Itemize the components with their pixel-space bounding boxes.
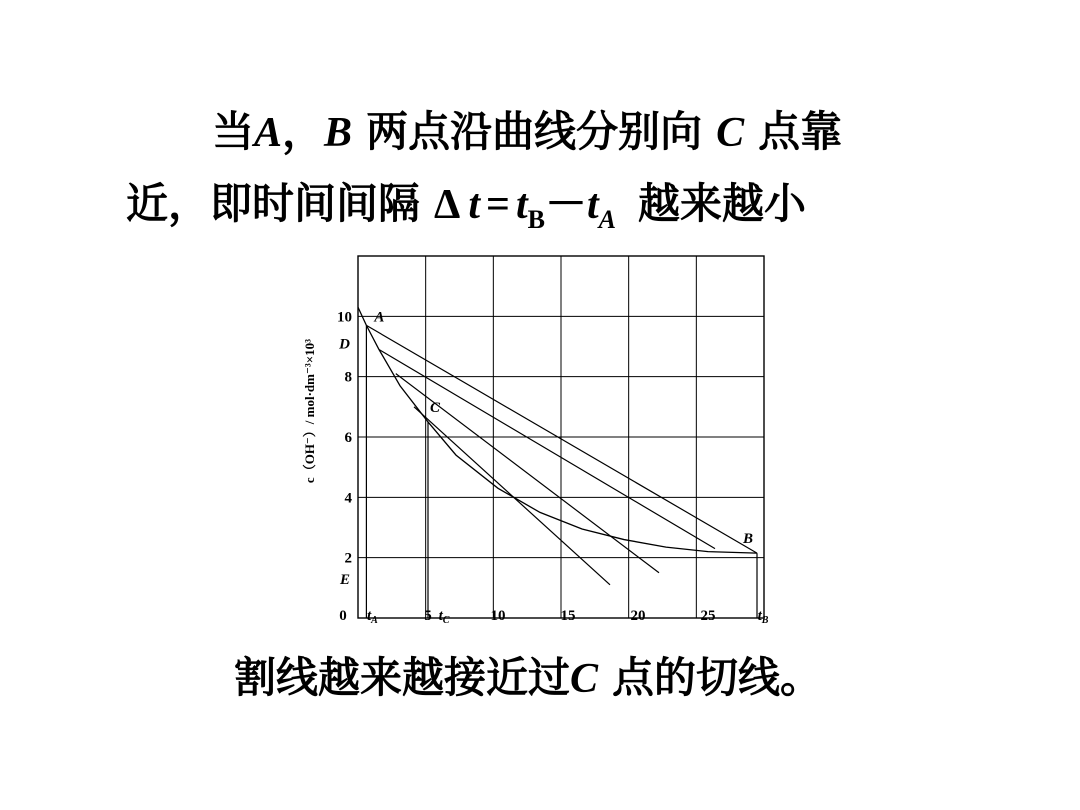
point-label-b: B [743, 531, 754, 548]
statement-text: 点靠 [758, 107, 843, 156]
statement-text: 两点沿曲线分别向 [366, 107, 703, 156]
concentration-curve [358, 307, 757, 553]
conclusion-text: 点的切线。 [612, 653, 823, 702]
subscript-b: B [527, 205, 545, 234]
minus-sign: － [544, 179, 587, 228]
var-ta: t [587, 182, 599, 228]
y-tick-label: 10 [337, 309, 352, 326]
axis-letter-d: D [339, 336, 350, 353]
var-t: t [468, 182, 481, 228]
y-axis-label: c（OH⁻）/ mol·dm⁻³×10³ [302, 338, 317, 484]
statement-line-1 [212, 106, 842, 159]
x-tick-label: 5 [424, 608, 432, 624]
point-label-a: A [374, 309, 385, 326]
point-label-c: C [430, 399, 441, 416]
time-label-b: $t_B$ [757, 608, 769, 626]
time-label-a: $t_A$ [366, 608, 378, 626]
x-tick-label: 25 [700, 608, 716, 624]
var-a: A [254, 110, 283, 156]
conclusion-line [234, 652, 822, 705]
secant-line-secant-2 [379, 350, 715, 549]
statement-text: 近，即时间间隔 [126, 179, 421, 228]
secant-line-A-B [366, 325, 757, 553]
secant-tangent-chart [290, 252, 780, 632]
axis-letter-e: E [339, 571, 350, 588]
statement-text: 当 [212, 107, 255, 156]
var-tb: t [515, 182, 528, 228]
equals-sign: = [486, 182, 510, 228]
y-tick-label: 6 [344, 430, 352, 446]
comma: ， [282, 107, 325, 156]
statement-text: 越来越小 [638, 179, 807, 228]
x-tick-label: 10 [490, 608, 506, 624]
y-tick-label: 8 [344, 369, 352, 386]
time-label-c: $t_C$ [438, 608, 450, 626]
x-tick-label: 0 [339, 608, 347, 624]
delta-symbol: Δ [434, 182, 461, 228]
x-tick-label: 20 [630, 608, 646, 624]
conclusion-text: 割线越来越接近过 [234, 653, 571, 702]
y-tick-label: 2 [344, 550, 352, 567]
var-c: C [570, 656, 599, 702]
x-tick-label: 15 [560, 608, 576, 624]
y-tick-label: 4 [344, 490, 352, 507]
subscript-a: A [598, 205, 617, 234]
var-c: C [716, 110, 745, 156]
var-b: B [324, 110, 353, 156]
statement-line-2 [126, 178, 806, 246]
